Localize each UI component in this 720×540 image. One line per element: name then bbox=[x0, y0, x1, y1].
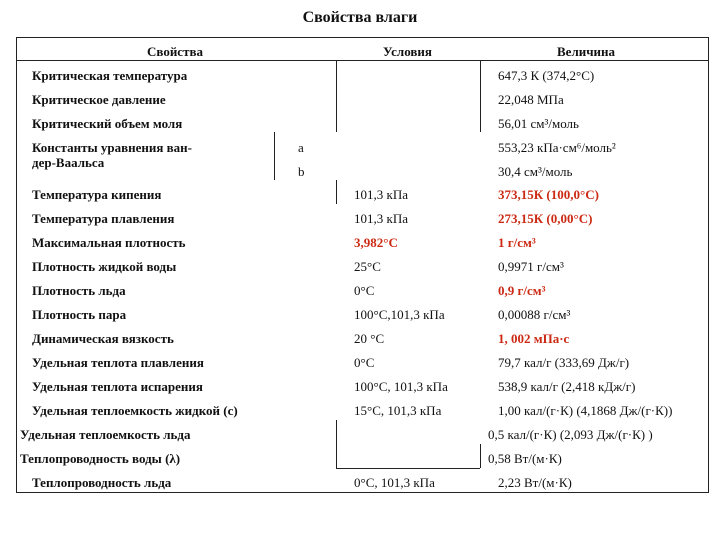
constant-label: a bbox=[298, 140, 304, 155]
property-value: 373,15К (100,0°С) bbox=[498, 187, 599, 202]
header-divider bbox=[17, 60, 708, 61]
column-divider bbox=[336, 420, 337, 444]
column-divider bbox=[336, 84, 337, 108]
constant-label: b bbox=[298, 164, 305, 179]
property-value: 22,048 МПа bbox=[498, 92, 564, 107]
property-condition: 15°С, 101,3 кПа bbox=[354, 403, 442, 418]
property-label: Температура кипения bbox=[32, 187, 162, 202]
property-label: Плотность льда bbox=[32, 283, 126, 298]
column-divider bbox=[336, 444, 337, 468]
property-value: 79,7 кал/г (333,69 Дж/г) bbox=[498, 355, 630, 370]
property-value: 56,01 см³/моль bbox=[498, 116, 579, 131]
header-property: Свойства bbox=[147, 44, 203, 59]
property-condition: 0°С bbox=[354, 283, 375, 298]
header-conditions: Условия bbox=[383, 44, 432, 59]
property-condition: 25°С bbox=[354, 259, 381, 274]
property-value: 1,00 кал/(г·К) (4,1868 Дж/(г·К)) bbox=[498, 403, 673, 418]
column-divider bbox=[480, 444, 481, 468]
column-divider bbox=[480, 108, 481, 132]
header-value: Величина bbox=[557, 44, 616, 59]
property-label: Критическое давление bbox=[32, 92, 166, 107]
property-label: Критическая температура bbox=[32, 68, 188, 83]
property-condition: 20 °С bbox=[354, 331, 385, 346]
property-value: 0,5 кал/(г·К) (2,093 Дж/(г·К) ) bbox=[488, 427, 653, 442]
property-value: 1, 002 мПа·с bbox=[498, 331, 570, 346]
property-label: Максимальная плотность bbox=[32, 235, 186, 250]
property-label: Критический объем моля bbox=[32, 116, 183, 131]
property-value: 0,58 Вт/(м·К) bbox=[488, 451, 562, 466]
property-value: 0,9971 г/см³ bbox=[498, 259, 564, 274]
property-value: 0,00088 г/см³ bbox=[498, 307, 571, 322]
property-condition: 3,982°С bbox=[354, 235, 398, 250]
column-divider bbox=[480, 84, 481, 108]
row-divider bbox=[336, 468, 480, 469]
property-value: 30,4 см³/моль bbox=[498, 164, 573, 179]
property-label: Константы уравнения ван-дер-Ваальса bbox=[32, 140, 192, 170]
property-condition: 0°С, 101,3 кПа bbox=[354, 475, 435, 490]
property-value: 553,23 кПа·см⁶/моль² bbox=[498, 140, 616, 155]
property-condition: 101,3 кПа bbox=[354, 187, 408, 202]
property-condition: 100°С,101,3 кПа bbox=[354, 307, 445, 322]
property-label: Удельная теплоемкость льда bbox=[20, 427, 191, 442]
property-value: 2,23 Вт/(м·К) bbox=[498, 475, 572, 490]
property-label: Динамическая вязкость bbox=[32, 331, 174, 346]
property-condition: 0°С bbox=[354, 355, 375, 370]
property-value: 538,9 кал/г (2,418 кДж/г) bbox=[498, 379, 636, 394]
property-label: Удельная теплота испарения bbox=[32, 379, 203, 394]
property-value: 0,9 г/см³ bbox=[498, 283, 546, 298]
property-condition: 100°С, 101,3 кПа bbox=[354, 379, 448, 394]
property-label: Теплопроводность воды (λ) bbox=[20, 451, 181, 466]
property-value: 273,15К (0,00°С) bbox=[498, 211, 593, 226]
property-label: Температура плавления bbox=[32, 211, 175, 226]
property-value: 647,3 К (374,2°С) bbox=[498, 68, 595, 83]
column-divider bbox=[336, 108, 337, 132]
property-label: Плотность жидкой воды bbox=[32, 259, 177, 274]
property-label: Плотность пара bbox=[32, 307, 127, 322]
property-value: 1 г/см³ bbox=[498, 235, 536, 250]
column-divider bbox=[274, 132, 275, 180]
column-divider bbox=[480, 60, 481, 84]
column-divider bbox=[336, 60, 337, 84]
property-condition: 101,3 кПа bbox=[354, 211, 408, 226]
page-title: Свойства влаги bbox=[302, 9, 418, 26]
property-label: Удельная теплота плавления bbox=[32, 355, 204, 370]
property-label: Теплопроводность льда bbox=[32, 475, 172, 490]
column-divider bbox=[336, 180, 337, 204]
property-label: Удельная теплоемкость жидкой (с) bbox=[32, 403, 238, 418]
